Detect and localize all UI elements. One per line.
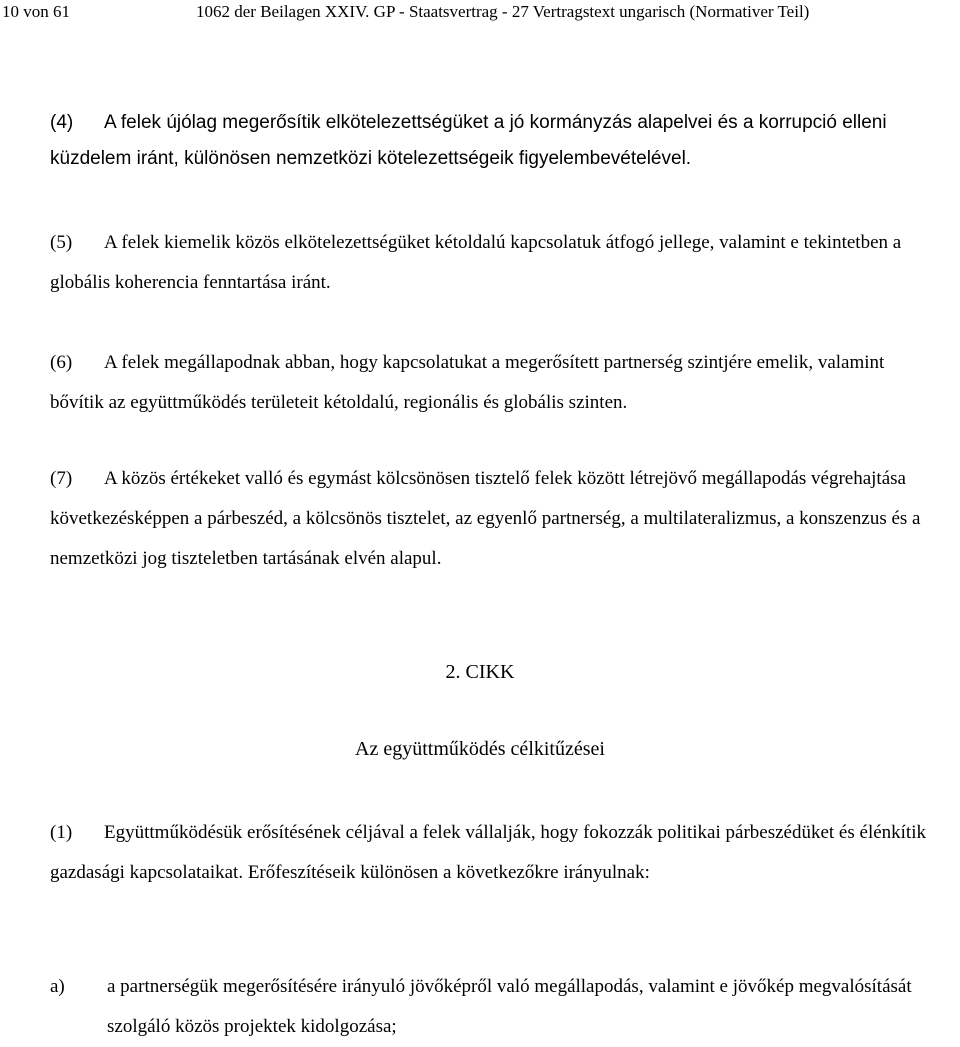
page-header: [0, 0, 960, 28]
list-marker: a): [50, 976, 65, 997]
paragraph-5: [50, 223, 935, 303]
article-paragraph-1: [50, 813, 935, 893]
paragraph-text: Együttműködésük erősítésének céljával a felek vállalják, hogy fokozzák politikai párbeszédüket és élénkítik gazdasági kapcsolataikat. Erőfeszítéseik különösen a következőkre irányulnak:: [50, 822, 926, 883]
paragraph-number: (5): [50, 232, 73, 253]
paragraph-text: A közös értékeket valló és egymást kölcsönösen tisztelő felek között létrejövő megállapodás végrehajtása következésképpen a párbeszéd, a kölcsönös tisztelet, az egyenlő partnerség, a multilateralizmus, a konszenzus és a nemzetközi jog tiszteletben tartásának elvén alapul.: [50, 468, 921, 569]
article-title: Az együttműködés célkitűzései: [355, 738, 605, 760]
article-number: 2. CIKK: [445, 661, 515, 683]
paragraph-text: A felek megállapodnak abban, hogy kapcsolatukat a megerősített partnerség szintjére emelik, valamint bővítik az együttműködés területeit kétoldalú, regionális és globális szinten.: [50, 352, 885, 413]
paragraph-number: (6): [50, 352, 73, 373]
list-item: [50, 967, 940, 1047]
paragraph-text: A felek újólag megerősítik elkötelezettségüket a jó kormányzás alapelvei és a korrupció elleni küzdelem iránt, különösen nemzetközi kötelezettségeik figyelembevételével.: [50, 112, 887, 169]
document-reference: 1062 der Beilagen XXIV. GP - Staatsvertrag - 27 Vertragstext ungarisch (Normativer Teil): [196, 2, 810, 21]
paragraph-text: A felek kiemelik közös elkötelezettségüket kétoldalú kapcsolatuk átfogó jellege, valamint e tekintetben a globális koherencia fenntartása iránt.: [50, 232, 902, 293]
list-item-text: a partnerségük megerősítésére irányuló jövőképről való megállapodás, valamint e jövőkép megvalósítását szolgáló közös projektek kidolgozása;: [107, 976, 912, 1037]
paragraph-6: [50, 343, 935, 423]
page-number: 10 von 61: [2, 2, 70, 21]
paragraph-number: (4): [50, 112, 74, 133]
paragraph-4: [50, 105, 935, 177]
paragraph-7: [50, 459, 935, 579]
paragraph-number: (7): [50, 468, 73, 489]
paragraph-number: (1): [50, 822, 73, 843]
